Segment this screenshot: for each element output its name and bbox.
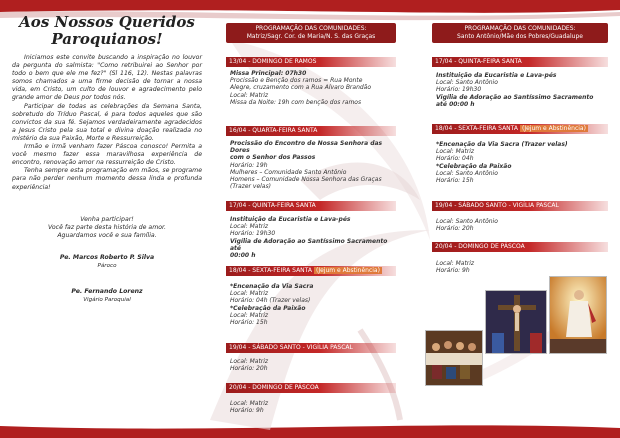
col3-day-bar: 20/04 - DOMINGO DE PÁSCOA	[432, 242, 608, 252]
signature-pastor: Pe. Marcos Roberto P. Silva Pároco	[59, 253, 155, 269]
col3-day-bar: 19/04 - SÁBADO SANTO - VIGÍLIA PASCAL	[432, 201, 608, 211]
letter-paragraph: Participar de todas as celebrações da Semana Santa, sobretudo do Tríduo Pascal, é para todos aqueles que são convictos da sua fé. Sejamos verdadeiramente agradecidos a Jesus Cristo pela sua total e divina doação realizada no mistério da sua Paixão, Morte e Ressurreição.	[12, 102, 202, 142]
col3-day-body: Local: Santo Antônio Horário: 20h	[436, 218, 498, 233]
resurrection-photo	[549, 276, 607, 354]
letter-column	[12, 14, 202, 304]
fasting-tag: (Jejum e Abstinência)	[521, 125, 586, 132]
col2-day-body: Instituição da Eucaristia e Lava-pés Local: Matriz Horário: 19h30 Vigília de Adoração ao Santíssimo Sacramento até 00:00 h	[230, 216, 388, 260]
letter-closing: Venha participar! Você faz parte desta história de amor. Aguardamos você e sua família.	[48, 215, 166, 239]
last-supper-photo	[425, 330, 483, 386]
col2-day-bar: 17/04 - QUINTA-FEIRA SANTA	[226, 201, 396, 211]
col2-day-bar: 18/04 - SEXTA-FEIRA SANTA (Jejum e Abstinência)	[226, 266, 396, 276]
fasting-tag: (Jejum e Abstinência)	[315, 267, 380, 274]
col3-day-bar: 17/04 - QUINTA-FEIRA SANTA	[432, 57, 608, 67]
col2-day-bar: 20/04 - DOMINGO DE PÁSCOA	[226, 383, 396, 393]
col3-day-body: Local: Matriz Horário: 9h	[436, 260, 475, 275]
col2-day-body: *Encenação da Via Sacra Local: Matriz Horário: 04h (Trazer velas) *Celebração da Paixão Local: Matriz Horário: 15h	[230, 283, 314, 327]
col2-day-body: Local: Matriz Horário: 20h	[230, 358, 269, 373]
letter-paragraph: Tenha sempre esta programação em mãos, se programe para não perder nenhum momento dessa linda e profunda experiência!	[12, 167, 202, 191]
col2-day-body: Local: Matriz Horário: 9h	[230, 400, 269, 415]
letter-paragraph: Iniciamos este convite buscando a inspiração no louvor da pergunta do salmista: "Como retribuirei ao Senhor por todo o bem que ele me fez?" (Sl 116, 12). Nestas palavras somos chamados a uma firme decisão de tornar a nossa vida, em Cristo, um culto de louvor e agradecimento pelo grande amor de Deus por todos nós.	[12, 54, 202, 102]
letter-paragraph: Irmão e irmã venham fazer Páscoa conosco! Permita a você mesmo fazer essa maravilhosa experiência de encontro, renovação amor na ressurreição de Cristo.	[12, 143, 202, 167]
crucifixion-photo	[485, 290, 547, 354]
col3-day-bar: 18/04 - SEXTA-FEIRA SANTA (Jejum e Abstinência)	[432, 124, 608, 134]
col3-day-body: *Encenação da Via Sacra (Trazer velas) Local: Matriz Horário: 04h *Celebração da Paixão Local: Santo Antônio Horário: 15h	[436, 141, 568, 185]
col2-day-bar: 13/04 - DOMINGO DE RAMOS	[226, 57, 396, 67]
signature-vicar: Pe. Fernando Lorenz Vigário Paroquial	[71, 288, 143, 304]
col2-header: PROGRAMAÇÃO DAS COMUNIDADES: Matriz/Sagr. Cor. de Maria/N. S. das Graças	[226, 23, 396, 43]
col2-day-bar: 16/04 - QUARTA-FEIRA SANTA	[226, 126, 396, 136]
col2-day-body: Missa Principal: 07h30 Procissão e Benção dos ramos = Rua Monte Alegre, cruzamento com a Rua Alvaro Brandão Local: Matriz Missa da Noite: 19h com benção dos ramos	[230, 70, 372, 106]
col2-day-bar: 19/04 - SÁBADO SANTO - VIGÍLIA PASCAL	[226, 343, 396, 353]
col3-header: PROGRAMAÇÃO DAS COMUNIDADES: Santo Antônio/Mãe dos Pobres/Guadalupe	[432, 23, 608, 43]
letter-title: Aos Nossos Queridos Paroquianos!	[19, 13, 195, 48]
col3-day-body: Instituição da Eucaristia e Lava-pés Local: Santo Antônio Horário: 19h30 Vigília de Adoração ao Santíssimo Sacramento até 00:00 h	[436, 72, 594, 108]
col2-day-body: Procissão do Encontro de Nossa Senhora das Dores com o Senhor dos Passos Horário: 19h Mulheres – Comunidade Santo Antônio Homens – Comunidade Nossa Senhora das Graças (Trazer velas)	[230, 140, 383, 191]
